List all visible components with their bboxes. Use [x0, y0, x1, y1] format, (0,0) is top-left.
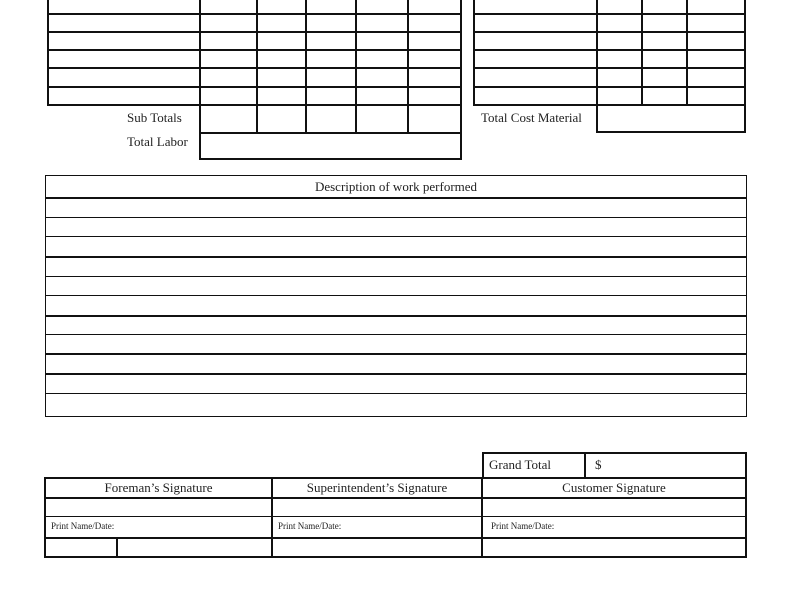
superintendent-signature-label: Superintendent’s Signature [306, 480, 448, 495]
total-cost-material-label: Total Cost Material [481, 110, 582, 125]
grand-total-label: Grand Total [489, 457, 552, 472]
superintendent-print-name-label: Print Name/Date: [278, 521, 342, 531]
description-header: Description of work performed [314, 179, 478, 194]
foreman-signature-label: Foreman’s Signature [104, 480, 213, 495]
customer-signature-label: Customer Signature [562, 480, 666, 495]
foreman-print-name-label: Print Name/Date: [51, 521, 115, 531]
customer-print-name-label: Print Name/Date: [491, 521, 555, 531]
subtotals-label: Sub Totals [127, 110, 182, 125]
total-labor-label: Total Labor [127, 134, 188, 149]
currency-symbol: $ [595, 457, 602, 472]
